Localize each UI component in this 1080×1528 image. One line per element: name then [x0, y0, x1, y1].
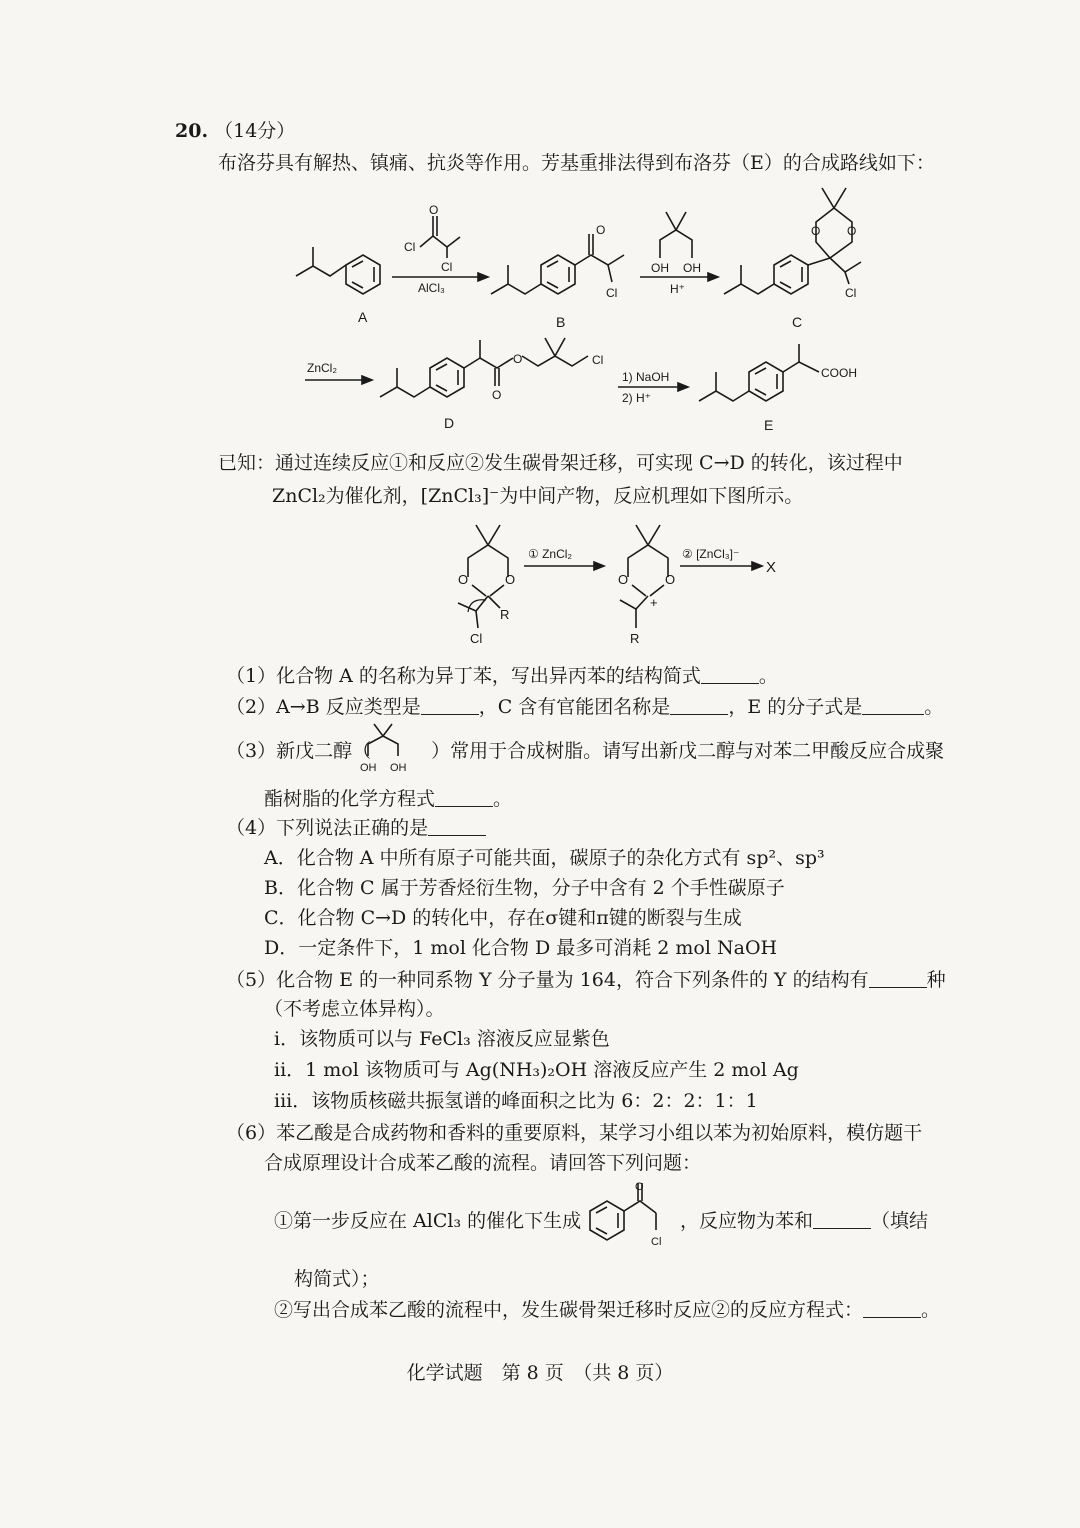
q6-sub1-d: 构简式）； [294, 1268, 380, 1290]
q3-line1 [226, 738, 944, 764]
c-o1: O [811, 224, 821, 238]
q4-option-a: A．化合物 A 中所有原子可能共面，碳原子的杂化方式有 sp²、sp³ [264, 847, 825, 869]
mech-product: X [766, 559, 777, 576]
page-footer: 化学试题 第 8 页 （共 8 页） [406, 1362, 674, 1384]
q6-blank-2[interactable] [863, 1299, 921, 1318]
b-o: O [596, 223, 606, 237]
q2-blank-3[interactable] [862, 696, 924, 715]
q4-stem-text: （4）下列说法正确的是 [226, 817, 429, 839]
q5-line1 [226, 967, 946, 993]
q6-sub2-text: ②写出合成苯乙酸的流程中，发生碳骨架迁移时反应②的反应方程式： [274, 1299, 864, 1321]
d-o1: O [513, 352, 523, 366]
reagent-alcl3: AlCl₃ [418, 281, 445, 295]
reagent-cl2: Cl [441, 260, 453, 274]
q3-line2 [264, 786, 512, 812]
q3-part-b: ）常用于合成树脂。请写出新戊二醇与对苯二甲酸反应合成聚 [431, 740, 945, 762]
question-points: （14分） [214, 120, 296, 142]
q5-condition-3: iii．该物质核磁共振氢谱的峰面积之比为 6：2：2：1：1 [274, 1090, 758, 1112]
diol-oh2: OH [683, 261, 701, 275]
q2-part-a: （2）A→B 反应类型是 [226, 696, 421, 718]
arrow-c-d [305, 376, 372, 384]
q1-end: 。 [758, 665, 778, 687]
mech-o1: O [458, 572, 469, 587]
b-cl: Cl [606, 286, 618, 300]
phenacyl-o: O [635, 1181, 644, 1193]
q5-part-a: （5）化合物 E 的一种同系物 Y 分子量为 164，符合下列条件的 Y 的结构有 [226, 969, 869, 991]
q5-condition-1: i．该物质可以与 FeCl₃ 溶液反应显紫色 [274, 1028, 610, 1050]
q2-end: 。 [924, 696, 944, 718]
glycol-oh1: OH [360, 762, 377, 774]
q4-option-c: C．化合物 C→D 的转化中，存在σ键和π键的断裂与生成 [264, 907, 742, 929]
d-o2: O [492, 388, 502, 402]
phenacyl-cl: Cl [651, 1236, 662, 1248]
q5-condition-2: ii．1 mol 该物质可与 Ag(NH₃)₂OH 溶液反应产生 2 mol Ag [274, 1059, 799, 1081]
diol-oh1: OH [651, 261, 669, 275]
q2-part-c: ，E 的分子式是 [728, 696, 863, 718]
compound-e [699, 344, 819, 401]
q5-part-b: 种 [926, 969, 946, 991]
q6-line2: 合成原理设计合成苯乙酸的流程。请回答下列问题： [264, 1152, 702, 1174]
phenacyl-chloride [590, 1183, 656, 1240]
reagent-cl: Cl [404, 240, 416, 254]
q1 [226, 663, 778, 689]
mech-r1: R [500, 607, 510, 622]
question-number: 20. [175, 120, 209, 142]
q3-end: 。 [493, 788, 513, 810]
mech-o2: O [505, 572, 516, 587]
label-d: D [444, 415, 455, 431]
q4-stem [226, 815, 486, 841]
q4-answer-blank[interactable] [428, 817, 486, 836]
reagent-naoh: 1) NaOH [622, 370, 670, 384]
q6-sub1-a: ①第一步反应在 AlCl₃ 的催化下生成 [274, 1210, 582, 1232]
label-b: B [556, 314, 566, 330]
reagent-h2: 2) H⁺ [622, 391, 652, 405]
e-cooh: COOH [821, 366, 857, 380]
q3-line2-text: 酯树脂的化学方程式 [264, 788, 436, 810]
q3-answer-blank[interactable] [435, 788, 493, 807]
mech-cl: Cl [470, 631, 483, 646]
compound-c [724, 188, 861, 294]
arrow-d-e [618, 383, 688, 391]
q4-option-d: D．一定条件下，1 mol 化合物 D 最多可消耗 2 mol NaOH [264, 937, 778, 959]
q1-answer-blank[interactable] [701, 665, 759, 684]
label-a: A [358, 309, 368, 325]
d-cl: Cl [592, 353, 604, 367]
q6-sub1-right [680, 1208, 928, 1234]
q2-part-b: ，C 含有官能团名称是 [478, 696, 671, 718]
mech-step1: ① ZnCl₂ [528, 547, 573, 561]
mech-o4: O [665, 572, 676, 587]
compound-b [491, 234, 624, 294]
question-intro: 布洛芬具有解热、镇痛、抗炎等作用。芳基重排法得到布洛芬（E）的合成路线如下： [218, 152, 935, 174]
q4-option-b: B．化合物 C 属于芳香烃衍生物，分子中含有 2 个手性碳原子 [264, 877, 785, 899]
mech-o3: O [618, 572, 629, 587]
label-c: C [792, 314, 803, 330]
mech-plus: + [650, 595, 658, 610]
reagent-zncl2: ZnCl₂ [307, 361, 337, 375]
q6-line1: （6）苯乙酸是合成药物和香料的重要原料，某学习小组以苯为初始原料，模仿题干 [226, 1122, 923, 1144]
q6-sub2 [274, 1297, 940, 1323]
mech-r2: R [630, 631, 640, 646]
q6-sub1-b: ，反应物为苯和 [680, 1210, 814, 1232]
q5-line2: （不考虑立体异构）。 [264, 998, 445, 1020]
q1-text: （1）化合物 A 的名称为异丁苯，写出异丙苯的结构简式 [226, 665, 701, 687]
reagent-h: H⁺ [670, 282, 685, 296]
c-o2: O [847, 224, 857, 238]
q2-blank-1[interactable] [421, 696, 479, 715]
compound-d [380, 338, 588, 397]
mech-step2: ② [ZnCl₃]⁻ [682, 547, 740, 561]
q2-blank-2[interactable] [670, 696, 728, 715]
arrow-step2 [680, 562, 762, 570]
q2 [226, 694, 943, 720]
compound-a [296, 247, 380, 294]
known-line1: 已知：通过连续反应①和反应②发生碳骨架迁移，可实现 C→D 的转化，该过程中 [218, 452, 903, 474]
q6-sub2-end: 。 [921, 1299, 941, 1321]
q3-part-a: （3）新戊二醇（ [226, 740, 372, 762]
glycol-oh2: OH [390, 762, 407, 774]
q5-answer-blank[interactable] [869, 969, 927, 988]
arrow-step1 [524, 562, 604, 570]
q6-blank-1[interactable] [813, 1210, 871, 1229]
reagent-o: O [429, 203, 439, 217]
label-e: E [764, 417, 774, 433]
q6-sub1-c: （填结 [871, 1210, 929, 1232]
c-cl: Cl [845, 286, 857, 300]
known-line2: ZnCl₂为催化剂，[ZnCl₃]⁻为中间产物，反应机理如下图所示。 [272, 485, 804, 507]
